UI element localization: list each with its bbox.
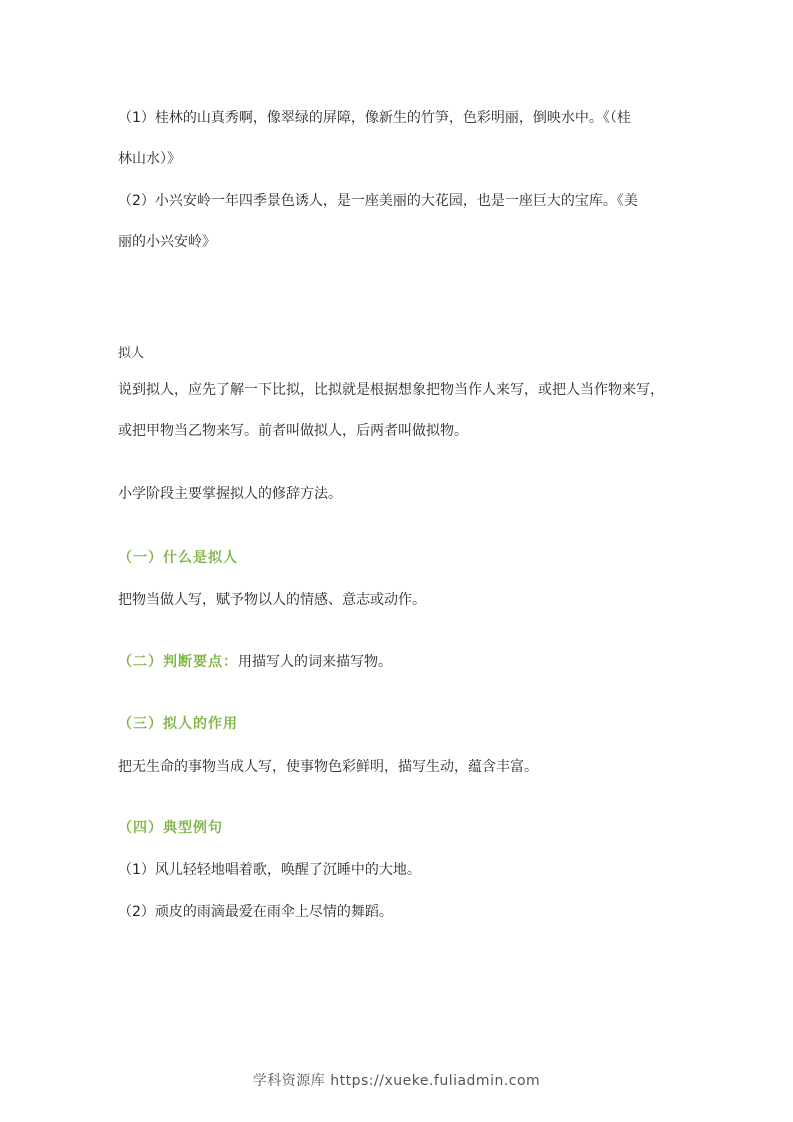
- intro-paragraph-line-1: 说到拟人，应先了解一下比拟，比拟就是根据想象把物当作人来写，或把人当作物来写，: [118, 382, 664, 398]
- part-4-example-1: （1）风儿轻轻地唱着歌，唤醒了沉睡中的大地。: [118, 862, 421, 878]
- section-title: 拟人: [118, 346, 145, 361]
- part-4-heading: （四）典型例句: [118, 820, 223, 836]
- part-1-heading: （一）什么是拟人: [118, 550, 238, 566]
- part-2-row: [118, 652, 678, 672]
- example-item-1-line-1: （1）桂林的山真秀啊，像翠绿的屏障，像新生的竹笋，色彩明丽，倒映水中。《（桂: [118, 110, 631, 126]
- part-3-body: 把无生命的事物当成人写，使事物色彩鲜明，描写生动，蕴含丰富。: [118, 759, 538, 775]
- part-4-example-2: （2）顽皮的雨滴最爱在雨伞上尽情的舞蹈。: [118, 904, 393, 920]
- part-1-body: 把物当做人写，赋予物以人的情感、意志或动作。: [118, 592, 426, 608]
- example-item-1-line-2: 林山水）》: [118, 151, 181, 167]
- example-item-2-line-2: 丽的小兴安岭》: [118, 234, 216, 250]
- part-3-heading: （三）拟人的作用: [118, 716, 238, 732]
- example-item-2-line-1: （2）小兴安岭一年四季景色诱人，是一座美丽的大花园，也是一座巨大的宝库。《美: [118, 193, 638, 209]
- intro-paragraph-line-2: 或把甲物当乙物来写。前者叫做拟人，后两者叫做拟物。: [118, 423, 468, 439]
- part-2-heading: （二）判断要点：: [118, 654, 238, 670]
- footer-watermark: 学科资源库 https://xueke.fuliadmin.com: [252, 1073, 541, 1089]
- scope-note: 小学阶段主要掌握拟人的修辞方法。: [118, 486, 342, 502]
- part-2-body: 用描写人的词来描写物。: [238, 654, 392, 670]
